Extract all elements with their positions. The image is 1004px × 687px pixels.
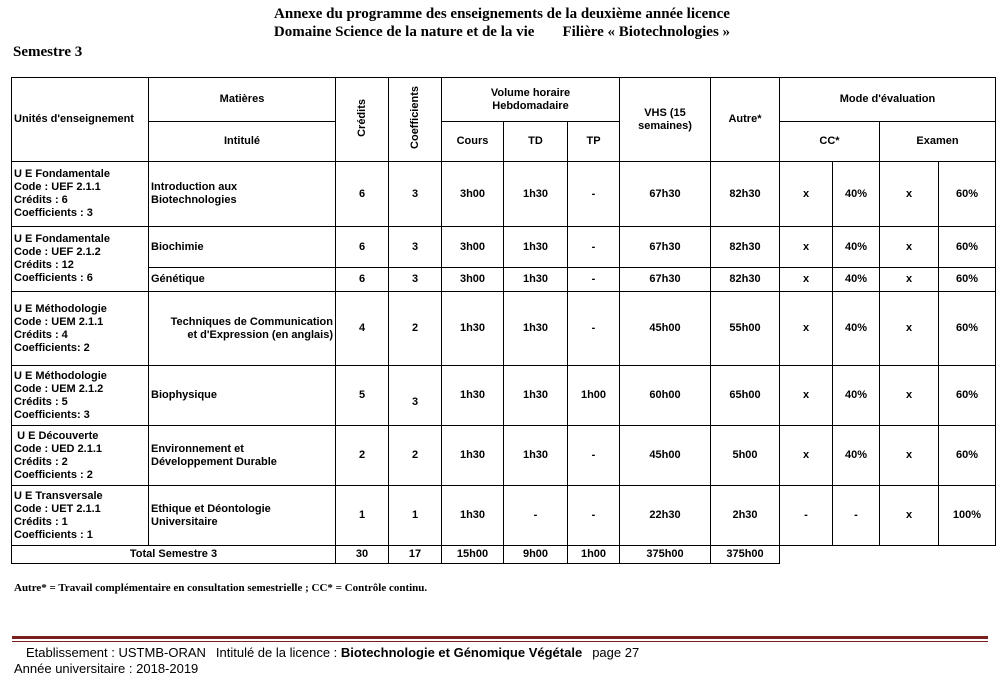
td-cell: 1h30 [504,366,568,426]
volume-header: Volume horaire Hebdomadaire [442,78,620,122]
vhs-cell: 22h30 [620,486,711,546]
td-cell: - [504,486,568,546]
total-vhs: 375h00 [620,546,711,564]
table-row [12,162,996,227]
cc-header: CC* [780,122,880,162]
cc-percent-cell: 40% [833,426,880,486]
autre-cell: 2h30 [711,486,780,546]
cours-header: Cours [442,122,504,162]
matieres-header: Matières [149,78,336,122]
vhs-cell: 67h30 [620,162,711,227]
tp-cell: - [568,268,620,292]
credits-cell: 6 [336,227,389,268]
vhs-cell: 45h00 [620,426,711,486]
exam-mark-cell: x [880,292,939,366]
total-cours: 15h00 [442,546,504,564]
exam-mark-cell: x [880,268,939,292]
exam-percent-cell: 60% [939,268,996,292]
footnote: Autre* = Travail complémentaire en consultation semestrielle ; CC* = Contrôle continu. [14,582,428,594]
total-credits: 30 [336,546,389,564]
table-row [12,292,996,366]
footer-rule-thin [12,641,988,642]
autre-cell: 82h30 [711,162,780,227]
total-autre: 375h00 [711,546,780,564]
vhs-header: VHS (15 semaines) [620,78,711,162]
autre-cell: 5h00 [711,426,780,486]
matiere-cell: Environnement et Développement Durable [149,426,336,486]
coef-cell: 2 [389,426,442,486]
coef-cell: 3 [389,366,442,426]
autre-cell: 55h00 [711,292,780,366]
matiere-cell: Biophysique [149,366,336,426]
document-title: Annexe du programme des enseignements de la deuxième année licence [274,6,730,22]
td-cell: 1h30 [504,292,568,366]
unit-cell: U E Méthodologie Code : UEM 2.1.1 Crédits : 4 Coefficients: 2 [12,292,149,366]
cc-mark-cell: x [780,268,833,292]
cc-percent-cell: 40% [833,292,880,366]
cours-cell: 1h30 [442,426,504,486]
etab-label: Etablissement : [26,645,119,660]
coef-cell: 3 [389,227,442,268]
credits-cell: 5 [336,366,389,426]
credits-header: Crédits [336,78,389,162]
tp-cell: - [568,292,620,366]
exam-percent-cell: 100% [939,486,996,546]
mode-header: Mode d'évaluation [780,78,996,122]
cc-percent-cell: 40% [833,366,880,426]
unit-cell: U E Méthodologie Code : UEM 2.1.2 Crédits : 5 Coefficients: 3 [12,366,149,426]
credits-cell: 4 [336,292,389,366]
autre-header: Autre* [711,78,780,162]
cc-mark-cell: x [780,227,833,268]
page-number: page 27 [592,645,640,660]
exam-percent-cell: 60% [939,292,996,366]
document-subtitle [0,24,1004,41]
autre-cell: 82h30 [711,227,780,268]
tp-cell: 1h00 [568,366,620,426]
matiere-cell: Biochimie [149,227,336,268]
unit-cell: U E Découverte Code : UED 2.1.1 Crédits : 2 Coefficients : 2 [12,426,149,486]
exam-mark-cell: x [880,366,939,426]
cc-mark-cell: x [780,292,833,366]
exam-mark-cell: x [880,486,939,546]
total-tp: 1h00 [568,546,620,564]
cc-percent-cell: 40% [833,227,880,268]
matiere-cell: Techniques de Communication et d'Expression (en anglais) [149,292,336,366]
exam-percent-cell: 60% [939,366,996,426]
td-cell: 1h30 [504,268,568,292]
cc-mark-cell: x [780,162,833,227]
tp-cell: - [568,486,620,546]
unit-cell: U E Fondamentale Code : UEF 2.1.2 Crédits : 12 Coefficients : 6 [12,227,149,292]
cc-mark-cell: x [780,426,833,486]
cc-mark-cell: x [780,366,833,426]
td-cell: 1h30 [504,227,568,268]
credits-cell: 6 [336,162,389,227]
intitule-header: Intitulé [149,122,336,162]
vhs-cell: 45h00 [620,292,711,366]
credits-cell: 2 [336,426,389,486]
table-row [12,227,996,268]
table-row [12,486,996,546]
matiere-cell: Introduction aux Biotechnologies [149,162,336,227]
exam-percent-cell: 60% [939,426,996,486]
course-table [11,77,996,564]
unit-cell: U E Transversale Code : UET 2.1.1 Crédits : 1 Coefficients : 1 [12,486,149,546]
exam-mark-cell: x [880,227,939,268]
domain-label: Domaine Science de la nature et de la vie [273,24,535,40]
autre-cell: 65h00 [711,366,780,426]
total-td: 9h00 [504,546,568,564]
exam-mark-cell: x [880,426,939,486]
cours-cell: 3h00 [442,227,504,268]
vhs-cell: 67h30 [620,268,711,292]
cours-cell: 1h30 [442,366,504,426]
table-row [12,366,996,426]
cours-cell: 3h00 [442,268,504,292]
vhs-cell: 67h30 [620,227,711,268]
coef-cell: 3 [389,162,442,227]
cc-percent-cell: 40% [833,268,880,292]
exam-percent-cell: 60% [939,227,996,268]
vhs-cell: 60h00 [620,366,711,426]
cours-cell: 1h30 [442,486,504,546]
cours-cell: 1h30 [442,292,504,366]
examen-header: Examen [880,122,996,162]
filiere-label: Filière « Biotechnologies » [562,24,731,40]
tp-cell: - [568,426,620,486]
tp-cell: - [568,162,620,227]
exam-percent-cell: 60% [939,162,996,227]
units-header: Unités d'enseignement [12,78,149,162]
footer-rule [12,636,988,639]
tp-header: TP [568,122,620,162]
exam-mark-cell: x [880,162,939,227]
td-cell: 1h30 [504,426,568,486]
autre-cell: 82h30 [711,268,780,292]
semester-label: Semestre 3 [13,44,83,60]
credits-cell: 6 [336,268,389,292]
tp-cell: - [568,227,620,268]
total-empty [780,546,996,564]
academic-year: Année universitaire : 2018-2019 [14,661,199,676]
licence-label: Intitulé de la licence : [215,645,341,660]
etab-value: USTMB-ORAN [118,645,206,660]
unit-cell: U E Fondamentale Code : UEF 2.1.1 Crédits : 6 Coefficients : 3 [12,162,149,227]
matiere-cell: Ethique et Déontologie Universitaire [149,486,336,546]
td-header: TD [504,122,568,162]
licence-value: Biotechnologie et Génomique Végétale [340,645,583,660]
total-coef: 17 [389,546,442,564]
matiere-cell: Génétique [149,268,336,292]
total-label: Total Semestre 3 [12,546,336,564]
cc-mark-cell: - [780,486,833,546]
cours-cell: 3h00 [442,162,504,227]
table-row [12,268,996,292]
coef-cell: 2 [389,292,442,366]
coefficients-header: Coefficients [389,78,442,162]
credits-cell: 1 [336,486,389,546]
total-row [12,546,996,564]
coef-cell: 3 [389,268,442,292]
footer-line [26,645,639,660]
cc-percent-cell: 40% [833,162,880,227]
table-row [12,426,996,486]
td-cell: 1h30 [504,162,568,227]
coef-cell: 1 [389,486,442,546]
cc-percent-cell: - [833,486,880,546]
